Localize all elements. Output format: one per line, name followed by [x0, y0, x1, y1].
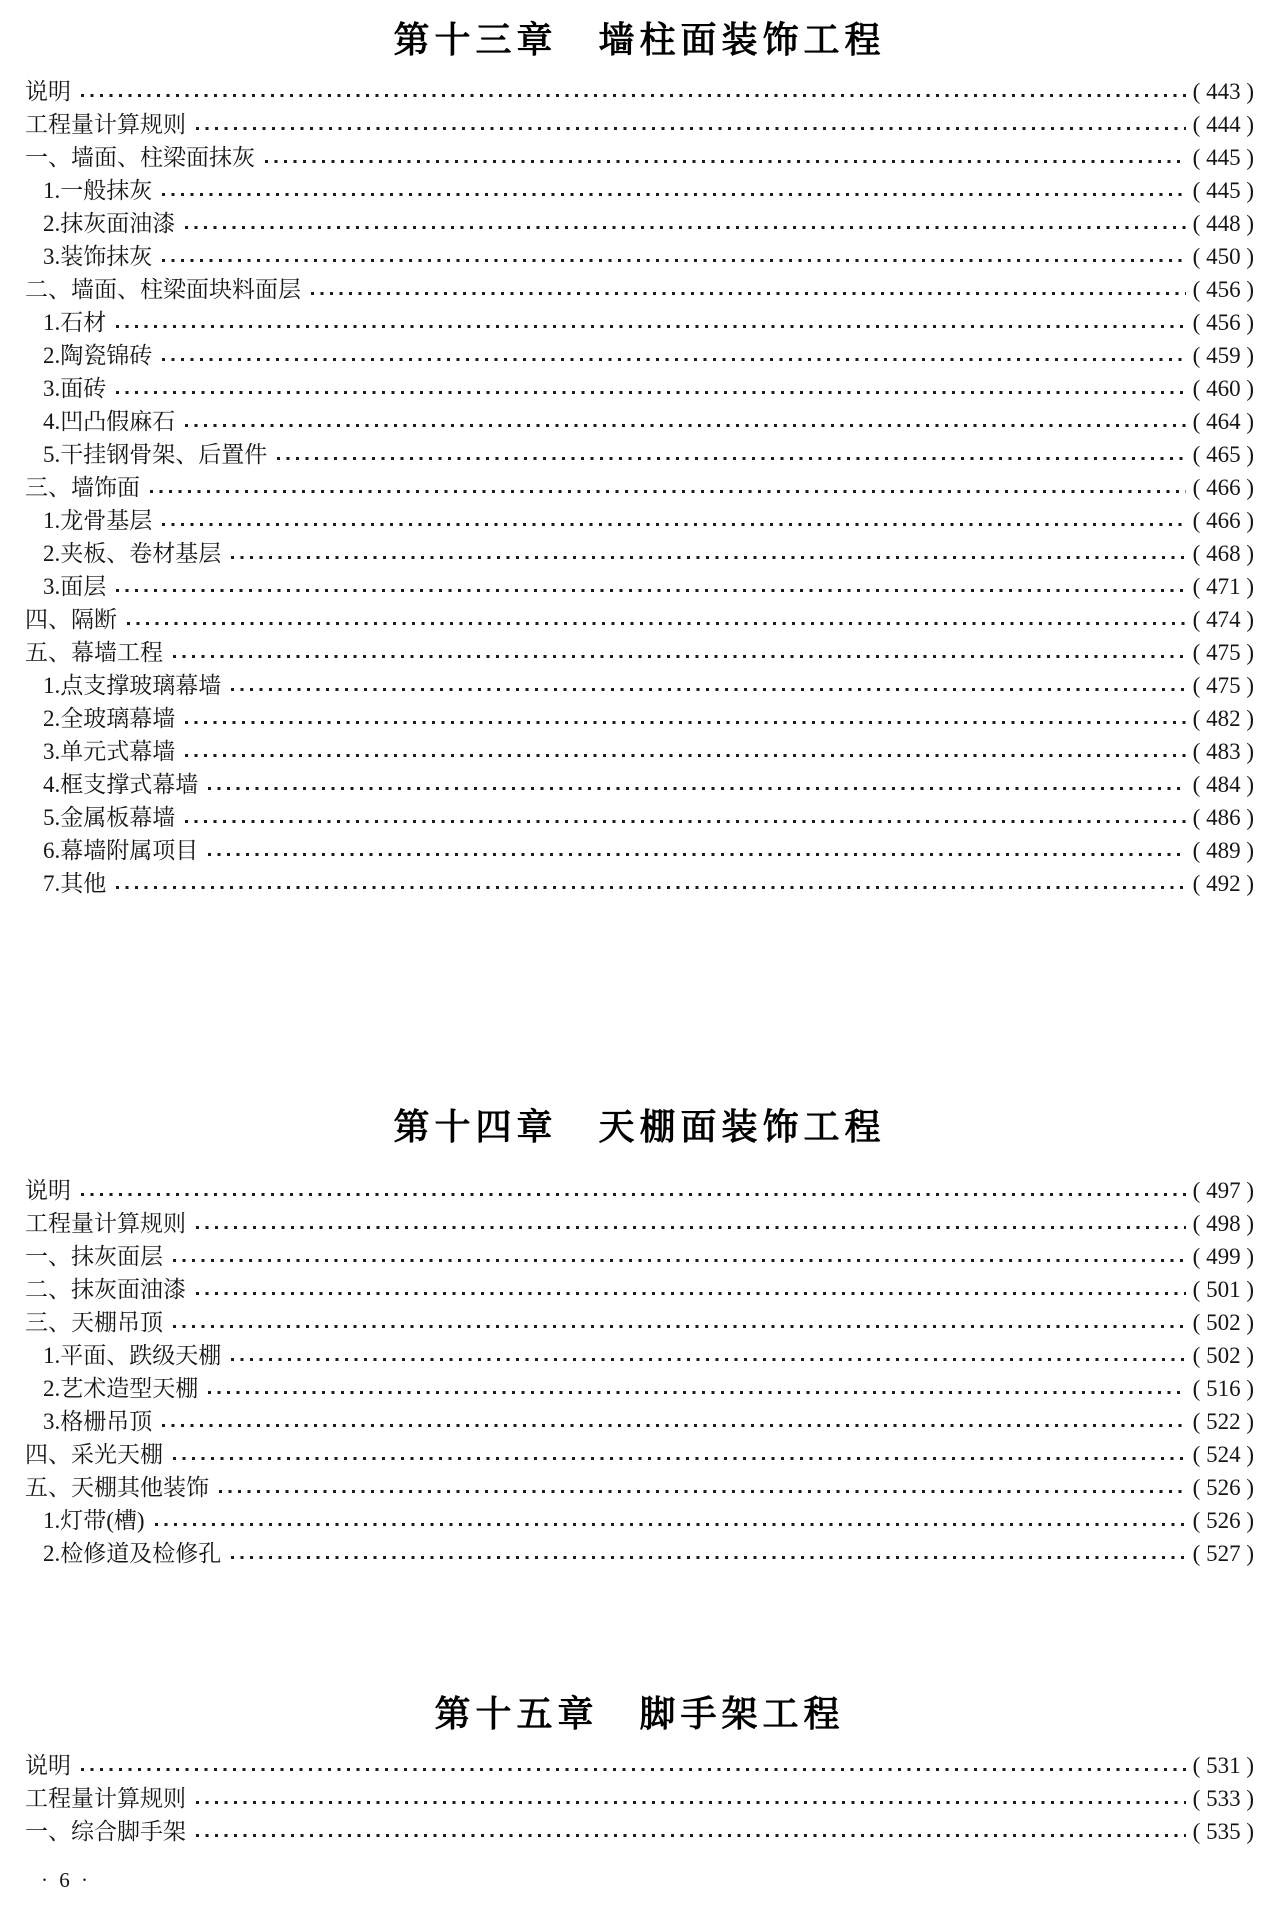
- toc-entry-page-number: ( 486 ): [1192, 801, 1254, 834]
- toc-entry: [25, 1782, 1254, 1815]
- toc-entry-page-number: ( 531 ): [1192, 1749, 1254, 1782]
- toc-entry-label: 2.夹板、卷材基层: [43, 541, 222, 566]
- toc-entry-page-number: ( 499 ): [1192, 1240, 1254, 1273]
- toc-entry-page-number: ( 516 ): [1192, 1372, 1254, 1405]
- toc-entry: [25, 372, 1254, 405]
- toc-entry: [25, 1471, 1254, 1504]
- dotted-leader: [231, 688, 1186, 691]
- toc-entry: [25, 1749, 1254, 1782]
- toc-entry: [25, 1306, 1254, 1339]
- toc-entry-label: 1.平面、跌级天棚: [43, 1343, 222, 1368]
- toc-entry: [25, 1339, 1254, 1372]
- toc-entry-page-number: ( 502 ): [1192, 1306, 1254, 1339]
- dotted-leader: [196, 127, 1186, 130]
- dotted-leader: [81, 1193, 1186, 1196]
- toc-entry-page-number: ( 460 ): [1192, 372, 1254, 405]
- toc-entry: [25, 1240, 1254, 1273]
- dotted-leader: [231, 1358, 1186, 1361]
- dotted-leader: [155, 1523, 1186, 1526]
- toc-entry-page-number: ( 524 ): [1192, 1438, 1254, 1471]
- dotted-leader: [81, 94, 1186, 97]
- toc-entry-page-number: ( 482 ): [1192, 702, 1254, 735]
- toc-entry-page-number: ( 533 ): [1192, 1782, 1254, 1815]
- dotted-leader: [208, 787, 1186, 790]
- toc-entry-page-number: ( 501 ): [1192, 1273, 1254, 1306]
- toc-entry-label: 3.面砖: [43, 376, 107, 401]
- dotted-leader: [173, 1325, 1186, 1328]
- toc-entry-label: 3.面层: [43, 574, 107, 599]
- dotted-leader: [196, 1801, 1186, 1804]
- toc-entry-page-number: ( 465 ): [1192, 438, 1254, 471]
- toc-entry: [25, 768, 1254, 801]
- dotted-leader: [116, 391, 1186, 394]
- dotted-leader: [162, 523, 1186, 526]
- toc-entry-label: 工程量计算规则: [25, 1786, 186, 1811]
- toc-entry-label: 3.单元式幕墙: [43, 739, 176, 764]
- dotted-leader: [185, 754, 1186, 757]
- toc-entry-page-number: ( 492 ): [1192, 867, 1254, 900]
- toc-entry: [25, 537, 1254, 570]
- toc-entry-label: 1.灯带(槽): [43, 1508, 145, 1533]
- toc-entry-page-number: ( 522 ): [1192, 1405, 1254, 1438]
- dotted-leader: [116, 325, 1186, 328]
- dotted-leader: [162, 358, 1186, 361]
- toc-entry-label: 说明: [25, 1753, 71, 1778]
- toc-entry-page-number: ( 459 ): [1192, 339, 1254, 372]
- dotted-leader: [162, 259, 1186, 262]
- toc-entry: [25, 240, 1254, 273]
- dotted-leader: [311, 292, 1186, 295]
- toc-page: [25, 18, 1254, 1893]
- toc-entry-label: 1.龙骨基层: [43, 508, 153, 533]
- toc-entry: [25, 1504, 1254, 1537]
- toc-entry-page-number: ( 526 ): [1192, 1471, 1254, 1504]
- dotted-leader: [208, 1391, 1186, 1394]
- dotted-leader: [277, 457, 1186, 460]
- dotted-leader: [231, 556, 1186, 559]
- chapter-13-section: [25, 18, 1254, 900]
- toc-entry-label: 6.幕墙附属项目: [43, 838, 199, 863]
- toc-entry-label: 7.其他: [43, 871, 107, 896]
- chapter-14-toc-list: [25, 1174, 1254, 1570]
- toc-entry-label: 三、墙饰面: [25, 475, 140, 500]
- chapter-13-toc-list: [25, 75, 1254, 900]
- page-number-footer: · 6 ·: [41, 1868, 91, 1892]
- toc-entry: [25, 1405, 1254, 1438]
- dotted-leader: [196, 1834, 1186, 1837]
- dotted-leader: [127, 622, 1186, 625]
- toc-entry-page-number: ( 448 ): [1192, 207, 1254, 240]
- dotted-leader: [116, 886, 1186, 889]
- toc-entry-label: 5.干挂钢骨架、后置件: [43, 442, 268, 467]
- toc-entry: [25, 801, 1254, 834]
- dotted-leader: [231, 1556, 1186, 1559]
- toc-entry-page-number: ( 483 ): [1192, 735, 1254, 768]
- toc-entry-page-number: ( 475 ): [1192, 669, 1254, 702]
- dotted-leader: [150, 490, 1186, 493]
- dotted-leader: [196, 1292, 1186, 1295]
- toc-entry-page-number: ( 443 ): [1192, 75, 1254, 108]
- chapter-14-section: [25, 1105, 1254, 1570]
- toc-entry-label: 4.框支撑式幕墙: [43, 772, 199, 797]
- toc-entry: [25, 306, 1254, 339]
- toc-entry-label: 工程量计算规则: [25, 112, 186, 137]
- toc-entry-label: 2.艺术造型天棚: [43, 1376, 199, 1401]
- dotted-leader: [265, 160, 1186, 163]
- toc-entry: [25, 174, 1254, 207]
- toc-entry-page-number: ( 475 ): [1192, 636, 1254, 669]
- toc-entry-label: 一、墙面、柱梁面抹灰: [25, 145, 255, 170]
- toc-entry-page-number: ( 456 ): [1192, 273, 1254, 306]
- dotted-leader: [162, 1424, 1186, 1427]
- dotted-leader: [173, 655, 1186, 658]
- toc-entry: [25, 339, 1254, 372]
- toc-entry-page-number: ( 474 ): [1192, 603, 1254, 636]
- dotted-leader: [173, 1457, 1186, 1460]
- toc-entry-label: 2.检修道及检修孔: [43, 1541, 222, 1566]
- dotted-leader: [162, 193, 1186, 196]
- toc-entry-label: 二、墙面、柱梁面块料面层: [25, 277, 301, 302]
- toc-entry-page-number: ( 445 ): [1192, 174, 1254, 207]
- toc-entry-page-number: ( 489 ): [1192, 834, 1254, 867]
- toc-entry: [25, 735, 1254, 768]
- toc-entry: [25, 405, 1254, 438]
- toc-entry-label: 2.全玻璃幕墙: [43, 706, 176, 731]
- dotted-leader: [196, 1226, 1186, 1229]
- toc-entry-page-number: ( 444 ): [1192, 108, 1254, 141]
- toc-entry: [25, 207, 1254, 240]
- toc-entry-label: 五、天棚其他装饰: [25, 1475, 209, 1500]
- toc-entry: [25, 1815, 1254, 1848]
- toc-entry-page-number: ( 527 ): [1192, 1537, 1254, 1570]
- toc-entry: [25, 1174, 1254, 1207]
- chapter-13-title: 第十三章 墙柱面装饰工程: [393, 19, 886, 60]
- toc-entry-label: 1.点支撑玻璃幕墙: [43, 673, 222, 698]
- toc-entry-page-number: ( 535 ): [1192, 1815, 1254, 1848]
- toc-entry-page-number: ( 445 ): [1192, 141, 1254, 174]
- toc-entry-page-number: ( 466 ): [1192, 471, 1254, 504]
- toc-entry: [25, 1273, 1254, 1306]
- toc-entry: [25, 1207, 1254, 1240]
- toc-entry: [25, 867, 1254, 900]
- toc-entry: [25, 1537, 1254, 1570]
- toc-entry-label: 5.金属板幕墙: [43, 805, 176, 830]
- toc-entry-label: 四、采光天棚: [25, 1442, 163, 1467]
- toc-entry-page-number: ( 497 ): [1192, 1174, 1254, 1207]
- toc-entry-page-number: ( 450 ): [1192, 240, 1254, 273]
- toc-entry-label: 2.陶瓷锦砖: [43, 343, 153, 368]
- chapter-15-title: 第十五章 脚手架工程: [434, 1693, 845, 1734]
- toc-entry-page-number: ( 502 ): [1192, 1339, 1254, 1372]
- toc-entry-label: 1.一般抹灰: [43, 178, 153, 203]
- toc-entry-label: 2.抹灰面油漆: [43, 211, 176, 236]
- dotted-leader: [208, 853, 1186, 856]
- toc-entry-label: 说明: [25, 1178, 71, 1203]
- chapter-14-title: 第十四章 天棚面装饰工程: [393, 1106, 886, 1147]
- toc-entry-page-number: ( 456 ): [1192, 306, 1254, 339]
- toc-entry-page-number: ( 471 ): [1192, 570, 1254, 603]
- chapter-15-section: [25, 1692, 1254, 1848]
- toc-entry: [25, 141, 1254, 174]
- toc-entry-page-number: ( 484 ): [1192, 768, 1254, 801]
- dotted-leader: [116, 589, 1186, 592]
- toc-entry: [25, 669, 1254, 702]
- toc-entry-page-number: ( 498 ): [1192, 1207, 1254, 1240]
- toc-entry-label: 五、幕墙工程: [25, 640, 163, 665]
- toc-entry: [25, 504, 1254, 537]
- toc-entry: [25, 636, 1254, 669]
- toc-entry-page-number: ( 526 ): [1192, 1504, 1254, 1537]
- toc-entry-label: 说明: [25, 79, 71, 104]
- dotted-leader: [185, 226, 1186, 229]
- toc-entry-page-number: ( 464 ): [1192, 405, 1254, 438]
- toc-entry: [25, 273, 1254, 306]
- toc-entry-label: 三、天棚吊顶: [25, 1310, 163, 1335]
- toc-entry: [25, 1438, 1254, 1471]
- toc-entry: [25, 702, 1254, 735]
- toc-entry-page-number: ( 466 ): [1192, 504, 1254, 537]
- toc-entry-label: 1.石材: [43, 310, 107, 335]
- toc-entry-label: 4.凹凸假麻石: [43, 409, 176, 434]
- toc-entry-label: 3.装饰抹灰: [43, 244, 153, 269]
- toc-entry-label: 一、抹灰面层: [25, 1244, 163, 1269]
- toc-entry: [25, 603, 1254, 636]
- toc-entry: [25, 108, 1254, 141]
- toc-entry-label: 工程量计算规则: [25, 1211, 186, 1236]
- toc-entry-label: 一、综合脚手架: [25, 1819, 186, 1844]
- toc-entry-label: 3.格栅吊顶: [43, 1409, 153, 1434]
- dotted-leader: [81, 1768, 1186, 1771]
- dotted-leader: [173, 1259, 1186, 1262]
- dotted-leader: [185, 721, 1186, 724]
- toc-entry-label: 四、隔断: [25, 607, 117, 632]
- toc-entry: [25, 570, 1254, 603]
- dotted-leader: [185, 820, 1186, 823]
- toc-entry-page-number: ( 468 ): [1192, 537, 1254, 570]
- toc-entry: [25, 75, 1254, 108]
- toc-entry: [25, 1372, 1254, 1405]
- toc-entry: [25, 834, 1254, 867]
- toc-entry: [25, 438, 1254, 471]
- chapter-15-toc-list: [25, 1749, 1254, 1848]
- toc-entry-label: 二、抹灰面油漆: [25, 1277, 186, 1302]
- dotted-leader: [185, 424, 1186, 427]
- dotted-leader: [219, 1490, 1186, 1493]
- toc-entry: [25, 471, 1254, 504]
